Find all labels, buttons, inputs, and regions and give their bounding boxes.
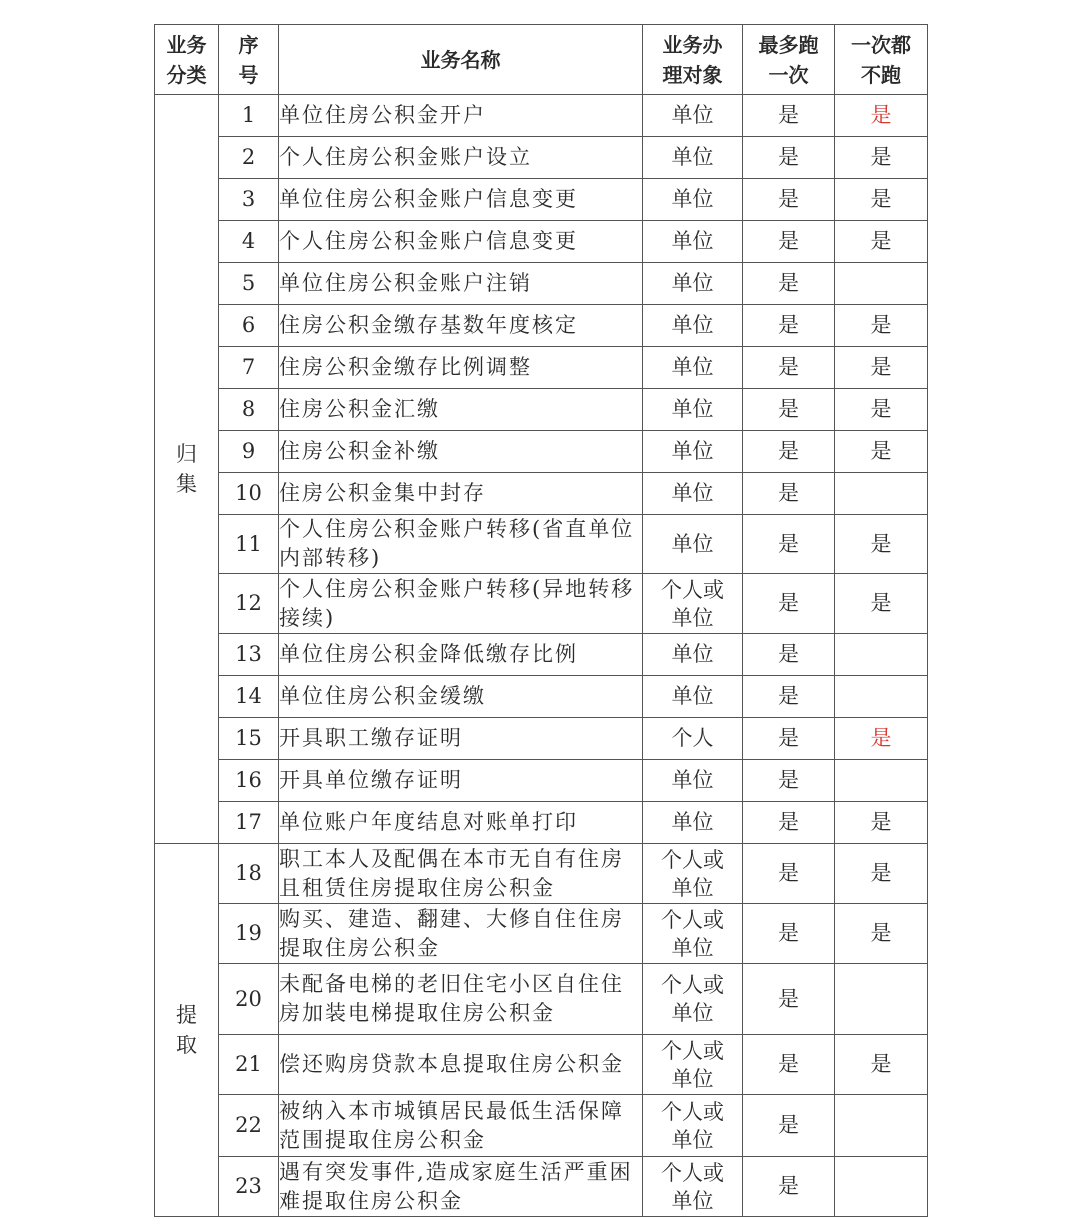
zero-cell <box>835 263 928 305</box>
once-cell: 是 <box>743 305 835 347</box>
name-cell: 住房公积金汇缴 <box>279 389 643 431</box>
category-cell: 提取 <box>155 844 219 1217</box>
seq-cell: 18 <box>219 844 279 904</box>
target-cell: 单位 <box>643 179 743 221</box>
table-row <box>155 904 928 964</box>
table-row <box>155 574 928 634</box>
table-row <box>155 137 928 179</box>
zero-cell: 是 <box>835 431 928 473</box>
target-cell: 个人或单位 <box>643 964 743 1035</box>
seq-cell: 15 <box>219 718 279 760</box>
seq-cell: 17 <box>219 802 279 844</box>
name-cell: 购买、建造、翻建、大修自住住房提取住房公积金 <box>279 904 643 964</box>
seq-cell: 13 <box>219 634 279 676</box>
table-row <box>155 263 928 305</box>
table-row <box>155 305 928 347</box>
name-cell: 开具职工缴存证明 <box>279 718 643 760</box>
seq-cell: 4 <box>219 221 279 263</box>
once-cell: 是 <box>743 1035 835 1095</box>
name-cell: 住房公积金缴存基数年度核定 <box>279 305 643 347</box>
once-cell: 是 <box>743 1157 835 1217</box>
zero-cell: 是 <box>835 802 928 844</box>
table-row <box>155 634 928 676</box>
target-cell: 单位 <box>643 347 743 389</box>
once-cell: 是 <box>743 718 835 760</box>
once-cell: 是 <box>743 515 835 574</box>
name-cell: 个人住房公积金账户设立 <box>279 137 643 179</box>
name-cell: 遇有突发事件,造成家庭生活严重困难提取住房公积金 <box>279 1157 643 1217</box>
zero-cell: 是 <box>835 515 928 574</box>
once-cell: 是 <box>743 760 835 802</box>
once-cell: 是 <box>743 431 835 473</box>
target-cell: 单位 <box>643 389 743 431</box>
seq-cell: 11 <box>219 515 279 574</box>
zero-cell <box>835 634 928 676</box>
once-cell: 是 <box>743 844 835 904</box>
table-row <box>155 964 928 1035</box>
zero-cell: 是 <box>835 221 928 263</box>
seq-cell: 2 <box>219 137 279 179</box>
target-cell: 单位 <box>643 221 743 263</box>
target-cell: 个人或单位 <box>643 1035 743 1095</box>
table-header-row <box>155 25 928 95</box>
table-row <box>155 802 928 844</box>
seq-cell: 23 <box>219 1157 279 1217</box>
target-cell: 个人或单位 <box>643 574 743 634</box>
target-cell: 单位 <box>643 95 743 137</box>
once-cell: 是 <box>743 179 835 221</box>
name-cell: 个人住房公积金账户信息变更 <box>279 221 643 263</box>
table-row <box>155 718 928 760</box>
business-table <box>154 24 928 1217</box>
zero-cell <box>835 760 928 802</box>
seq-cell: 3 <box>219 179 279 221</box>
once-cell: 是 <box>743 802 835 844</box>
once-cell: 是 <box>743 574 835 634</box>
zero-cell <box>835 1157 928 1217</box>
zero-cell: 是 <box>835 844 928 904</box>
header-seq: 序号 <box>219 25 279 95</box>
name-cell: 个人住房公积金账户转移(异地转移接续) <box>279 574 643 634</box>
zero-cell: 是 <box>835 179 928 221</box>
table-row <box>155 389 928 431</box>
table-row <box>155 347 928 389</box>
seq-cell: 16 <box>219 760 279 802</box>
once-cell: 是 <box>743 389 835 431</box>
target-cell: 单位 <box>643 515 743 574</box>
seq-cell: 12 <box>219 574 279 634</box>
once-cell: 是 <box>743 221 835 263</box>
once-cell: 是 <box>743 904 835 964</box>
once-cell: 是 <box>743 676 835 718</box>
name-cell: 单位住房公积金缓缴 <box>279 676 643 718</box>
name-cell: 单位住房公积金账户注销 <box>279 263 643 305</box>
zero-cell: 是 <box>835 1035 928 1095</box>
zero-cell <box>835 473 928 515</box>
seq-cell: 5 <box>219 263 279 305</box>
seq-cell: 10 <box>219 473 279 515</box>
seq-cell: 20 <box>219 964 279 1035</box>
zero-cell <box>835 1095 928 1157</box>
target-cell: 单位 <box>643 263 743 305</box>
table-row <box>155 473 928 515</box>
name-cell: 单位账户年度结息对账单打印 <box>279 802 643 844</box>
table-row <box>155 515 928 574</box>
zero-cell: 是 <box>835 718 928 760</box>
header-category: 业务分类 <box>155 25 219 95</box>
seq-cell: 19 <box>219 904 279 964</box>
zero-cell: 是 <box>835 347 928 389</box>
name-cell: 偿还购房贷款本息提取住房公积金 <box>279 1035 643 1095</box>
name-cell: 开具单位缴存证明 <box>279 760 643 802</box>
zero-cell: 是 <box>835 389 928 431</box>
zero-cell: 是 <box>835 904 928 964</box>
table-row <box>155 431 928 473</box>
name-cell: 被纳入本市城镇居民最低生活保障范围提取住房公积金 <box>279 1095 643 1157</box>
table-row <box>155 221 928 263</box>
zero-cell <box>835 676 928 718</box>
table-row <box>155 676 928 718</box>
seq-cell: 1 <box>219 95 279 137</box>
name-cell: 住房公积金补缴 <box>279 431 643 473</box>
table-row <box>155 179 928 221</box>
target-cell: 个人 <box>643 718 743 760</box>
seq-cell: 6 <box>219 305 279 347</box>
target-cell: 个人或单位 <box>643 844 743 904</box>
target-cell: 单位 <box>643 473 743 515</box>
zero-cell: 是 <box>835 305 928 347</box>
header-once: 最多跑一次 <box>743 25 835 95</box>
name-cell: 单位住房公积金开户 <box>279 95 643 137</box>
target-cell: 单位 <box>643 634 743 676</box>
table-body <box>155 95 928 1217</box>
seq-cell: 9 <box>219 431 279 473</box>
zero-cell <box>835 964 928 1035</box>
once-cell: 是 <box>743 347 835 389</box>
name-cell: 单位住房公积金降低缴存比例 <box>279 634 643 676</box>
category-cell: 归集 <box>155 95 219 844</box>
seq-cell: 14 <box>219 676 279 718</box>
once-cell: 是 <box>743 263 835 305</box>
target-cell: 单位 <box>643 760 743 802</box>
zero-cell: 是 <box>835 574 928 634</box>
table-row <box>155 1157 928 1217</box>
seq-cell: 21 <box>219 1035 279 1095</box>
once-cell: 是 <box>743 137 835 179</box>
header-zero: 一次都不跑 <box>835 25 928 95</box>
name-cell: 未配备电梯的老旧住宅小区自住住房加装电梯提取住房公积金 <box>279 964 643 1035</box>
name-cell: 住房公积金缴存比例调整 <box>279 347 643 389</box>
name-cell: 住房公积金集中封存 <box>279 473 643 515</box>
table-row <box>155 95 928 137</box>
seq-cell: 22 <box>219 1095 279 1157</box>
once-cell: 是 <box>743 95 835 137</box>
once-cell: 是 <box>743 964 835 1035</box>
name-cell: 个人住房公积金账户转移(省直单位内部转移) <box>279 515 643 574</box>
zero-cell: 是 <box>835 137 928 179</box>
once-cell: 是 <box>743 1095 835 1157</box>
target-cell: 单位 <box>643 676 743 718</box>
table-row <box>155 760 928 802</box>
header-target: 业务办理对象 <box>643 25 743 95</box>
seq-cell: 8 <box>219 389 279 431</box>
target-cell: 单位 <box>643 802 743 844</box>
target-cell: 个人或单位 <box>643 1157 743 1217</box>
name-cell: 单位住房公积金账户信息变更 <box>279 179 643 221</box>
zero-cell: 是 <box>835 95 928 137</box>
target-cell: 单位 <box>643 431 743 473</box>
table-row <box>155 1095 928 1157</box>
header-name: 业务名称 <box>279 25 643 95</box>
table-row <box>155 1035 928 1095</box>
once-cell: 是 <box>743 473 835 515</box>
target-cell: 个人或单位 <box>643 1095 743 1157</box>
target-cell: 个人或单位 <box>643 904 743 964</box>
table-row <box>155 844 928 904</box>
seq-cell: 7 <box>219 347 279 389</box>
name-cell: 职工本人及配偶在本市无自有住房且租赁住房提取住房公积金 <box>279 844 643 904</box>
once-cell: 是 <box>743 634 835 676</box>
target-cell: 单位 <box>643 305 743 347</box>
target-cell: 单位 <box>643 137 743 179</box>
